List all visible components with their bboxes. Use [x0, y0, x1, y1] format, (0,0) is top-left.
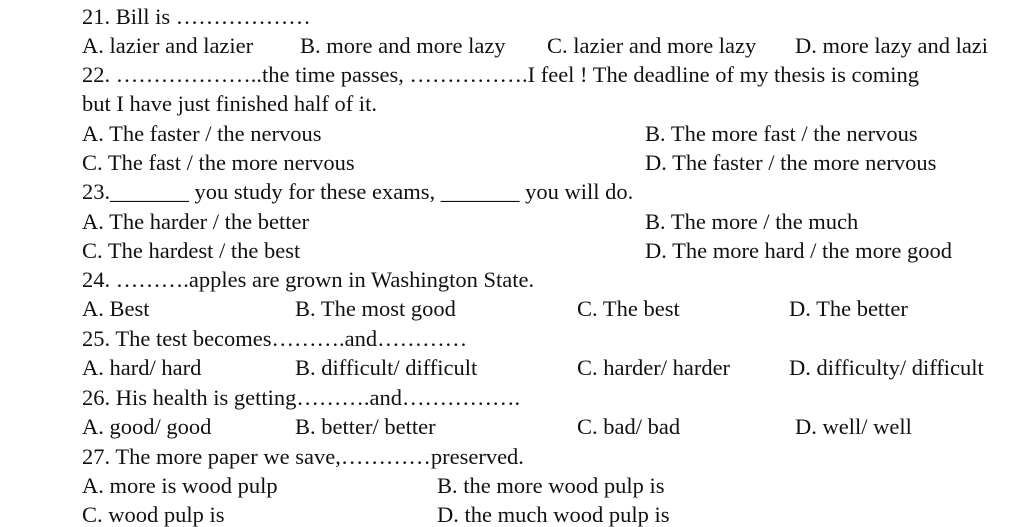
question-23-option-c: C. The hardest / the best	[82, 238, 301, 263]
question-21-option-a: A. lazier and lazier	[82, 33, 254, 58]
question-22-stem-continued: but I have just finished half of it.	[82, 91, 377, 116]
question-25-option-d: D. difficulty/ difficult	[789, 355, 984, 380]
question-26-option-d: D. well/ well	[795, 414, 912, 439]
question-26-option-a: A. good/ good	[82, 414, 212, 439]
question-23-stem: 23._______ you study for these exams, _______ you will do.	[82, 179, 634, 204]
question-23-option-b: B. The more / the much	[645, 209, 859, 234]
question-21-option-d: D. more lazy and lazi	[795, 33, 989, 58]
question-21-option-c: C. lazier and more lazy	[547, 33, 757, 58]
question-24-option-d: D. The better	[789, 296, 908, 321]
question-22-stem: 22. ………………..the time passes, …………….I feel ! The deadline of my thesis is coming	[82, 62, 919, 87]
question-22-option-d: D. The faster / the more nervous	[645, 150, 937, 175]
question-22-option-a: A. The faster / the nervous	[82, 121, 322, 146]
question-27-option-b: B. the more wood pulp is	[437, 473, 665, 498]
question-25-option-a: A. hard/ hard	[82, 355, 202, 380]
question-21-stem: 21. Bill is ………………	[82, 4, 311, 29]
question-25-option-b: B. difficult/ difficult	[295, 355, 478, 380]
question-24-option-a: A. Best	[82, 296, 150, 321]
question-22-option-c: C. The fast / the more nervous	[82, 150, 355, 175]
question-26-option-c: C. bad/ bad	[577, 414, 681, 439]
question-24-option-b: B. The most good	[295, 296, 456, 321]
question-27-stem: 27. The more paper we save,…………preserved.	[82, 444, 524, 469]
question-24-stem: 24. ……….apples are grown in Washington State.	[82, 267, 535, 292]
question-25-stem: 25. The test becomes……….and…………	[82, 326, 468, 351]
question-27-option-c: C. wood pulp is	[82, 502, 225, 527]
question-21-option-b: B. more and more lazy	[300, 33, 506, 58]
question-23-option-d: D. The more hard / the more good	[645, 238, 953, 263]
question-26-option-b: B. better/ better	[295, 414, 436, 439]
question-25-option-c: C. harder/ harder	[577, 355, 731, 380]
question-23-option-a: A. The harder / the better	[82, 209, 309, 234]
question-24-option-c: C. The best	[577, 296, 680, 321]
question-22-option-b: B. The more fast / the nervous	[645, 121, 918, 146]
question-27-option-a: A. more is wood pulp	[82, 473, 278, 498]
question-26-stem: 26. His health is getting……….and…………….	[82, 385, 521, 410]
question-27-option-d: D. the much wood pulp is	[437, 502, 670, 527]
